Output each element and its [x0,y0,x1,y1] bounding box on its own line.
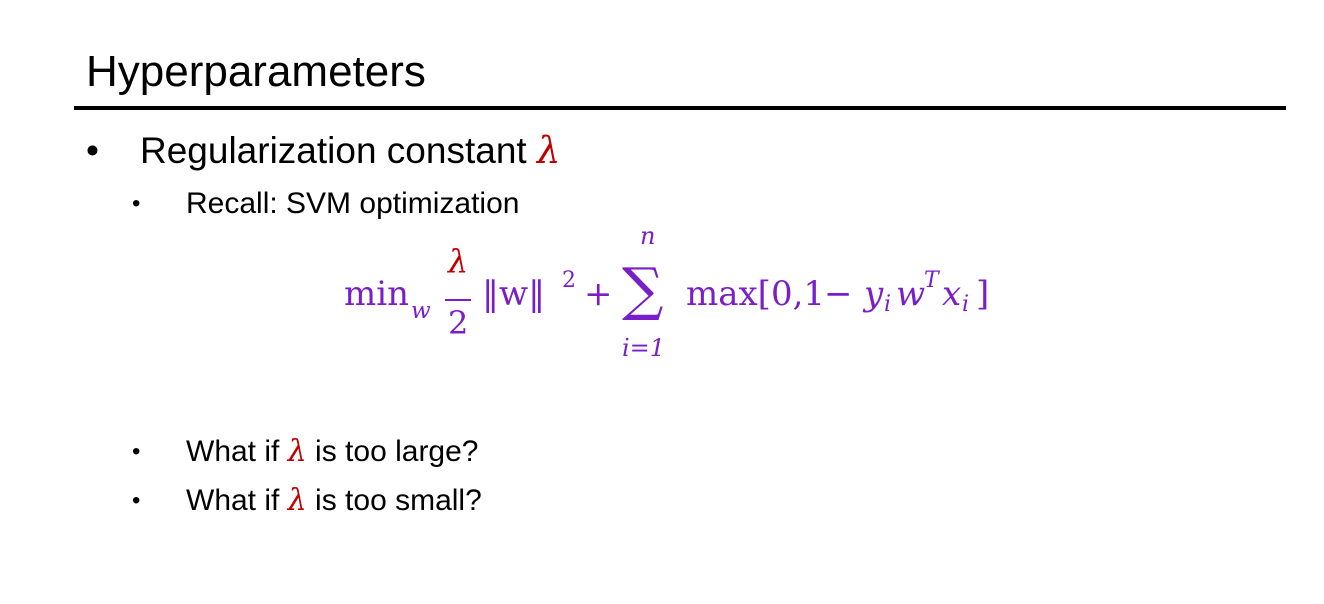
formula-w-transpose: T [924,268,939,293]
formula-x: x [942,274,962,314]
too-large-before: What if [186,435,288,468]
svm-formula [344,222,1044,376]
formula-sum-lower: i=1 [622,334,666,362]
slide-title: Hyperparameters [86,47,426,96]
formula-x-subscript: i [962,292,970,317]
too-small-after: is too small? [306,484,482,517]
formula-minus: − [824,274,853,314]
formula-norm-power: 2 [562,268,576,293]
formula-sum-upper: n [640,222,656,250]
formula-fraction-denominator: 2 [448,304,469,342]
formula-min-subscript: w [411,298,431,324]
formula-fraction-bar [445,299,471,301]
formula-plus: + [584,274,613,314]
formula-w: w [896,274,926,314]
formula-fraction-numerator: λ [448,242,469,280]
sub-bullet-dot: • [132,487,141,514]
formula-sum-sign: ∑ [622,255,664,323]
sub-bullet-dot: • [132,438,141,465]
lambda-symbol: λ [287,483,307,518]
title-underline [74,106,1286,110]
formula-norm: ‖w‖ [482,274,546,314]
formula-y-subscript: i [884,292,892,317]
bullet-dot: • [86,130,99,171]
sub-bullet-too-large-text [186,432,479,472]
too-large-after: is too large? [306,435,479,468]
too-small-before: What if [186,484,288,517]
bullet-regularization-text [140,126,560,176]
formula-max: max[0,1 [686,274,826,314]
formula-y: y [864,274,884,314]
lambda-symbol: λ [536,129,561,172]
sub-bullet-recall-text: Recall: SVM optimization [186,187,520,220]
bullet-regularization-label: Regularization constant [140,130,537,171]
formula-close-bracket: ] [976,274,990,314]
sub-bullet-too-small-text [186,481,482,521]
sub-bullet-dot: • [132,190,141,217]
formula-min: min [344,274,410,314]
lambda-symbol: λ [287,434,307,469]
